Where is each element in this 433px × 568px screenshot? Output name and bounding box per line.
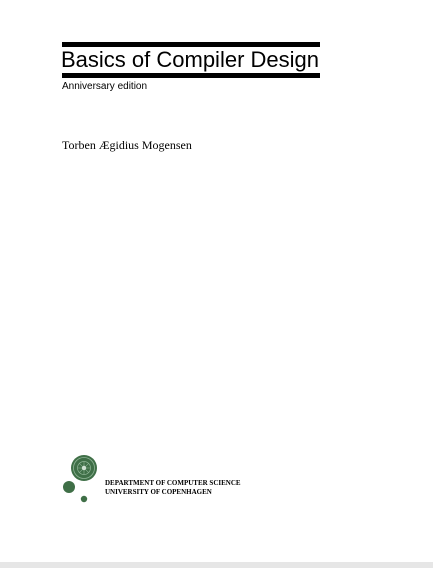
viewer-bottom-bar [0,562,433,568]
publisher-affiliation [105,479,241,497]
department-name: DEPARTMENT OF COMPUTER SCIENCE [105,479,241,487]
author-name: Torben Ægidius Mogensen [62,138,192,152]
book-title: Basics of Compiler Design [61,47,319,72]
university-seal-icon [60,452,102,506]
title-rule-bottom [62,73,320,78]
university-name: UNIVERSITY OF COPENHAGEN [105,488,212,496]
edition-label: Anniversary edition [62,81,148,92]
